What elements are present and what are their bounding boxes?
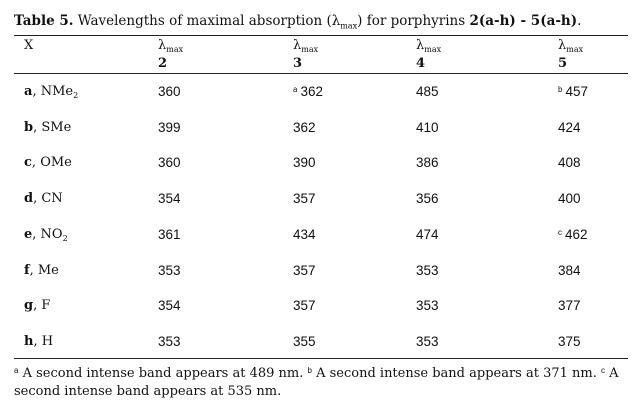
cell-value: [416, 334, 439, 349]
table-row: [0, 191, 642, 211]
row-label: [24, 227, 68, 242]
cell-value: [558, 155, 581, 170]
row-substituent: NO: [40, 226, 63, 242]
wavelength-value: 355: [293, 333, 316, 349]
wavelength-value: 410: [416, 119, 439, 135]
row-letter: d: [24, 191, 34, 207]
row-letter: f: [24, 262, 30, 278]
cell-value: [293, 263, 316, 278]
row-letter: h: [24, 333, 34, 349]
wavelength-value: 399: [158, 119, 181, 135]
cell-value: [558, 298, 581, 313]
cell-value: [416, 227, 439, 242]
wavelength-value: 356: [416, 191, 439, 207]
row-letter: g: [24, 298, 34, 314]
footnotes: [14, 362, 634, 401]
cell-value: [158, 263, 181, 278]
caption-text-after: ) for porphyrins: [357, 13, 470, 29]
header-lambda-sub: max: [566, 45, 584, 54]
top-rule: [14, 35, 628, 36]
row-substituent: H: [41, 333, 54, 349]
caption-label: Table 5.: [14, 13, 74, 29]
table-row: [0, 120, 642, 140]
table-row: [0, 334, 642, 354]
row-substituent: SMe: [41, 119, 72, 135]
wavelength-value: 384: [558, 262, 581, 278]
row-letter: a: [24, 84, 33, 99]
header-col-number: 4: [416, 56, 426, 71]
cell-value: [293, 227, 316, 242]
caption-lambda-sub: max: [340, 21, 358, 31]
wavelength-value: 361: [158, 226, 181, 242]
row-separator: ,: [29, 262, 38, 278]
cell-value: [158, 120, 181, 135]
cell-value: [558, 263, 581, 278]
wavelength-value: 354: [158, 298, 181, 314]
wavelength-value: 357: [293, 298, 316, 314]
row-label: [24, 84, 78, 99]
row-substituent-index: 2: [73, 91, 79, 100]
header-lambda: λ: [293, 38, 302, 53]
wavelength-value: 353: [416, 333, 439, 349]
wavelength-value: 424: [558, 119, 581, 135]
row-substituent: CN: [41, 191, 63, 207]
wavelength-value: 457: [565, 84, 588, 99]
wavelength-value: 362: [300, 84, 323, 99]
wavelength-value: 375: [558, 333, 581, 349]
footnote-text: A second intense band appears at 371 nm.: [311, 366, 601, 381]
row-separator: ,: [32, 226, 41, 242]
row-separator: ,: [33, 333, 42, 349]
table-row: [0, 263, 642, 283]
wavelength-value: 353: [416, 262, 439, 278]
wavelength-value: 400: [558, 191, 581, 207]
wavelength-value: 377: [558, 298, 581, 314]
footnote-mark: a: [14, 366, 19, 375]
row-label: [24, 263, 59, 278]
footnote-text: A second intense band appears at 489 nm.: [18, 366, 308, 381]
header-col-2: [158, 39, 183, 71]
header-col-number: 5: [558, 56, 568, 71]
footnote-mark: b: [558, 85, 563, 94]
table-row: [0, 227, 642, 247]
header-lambda: λ: [158, 38, 167, 53]
row-separator: ,: [33, 298, 42, 314]
cell-value: [158, 155, 181, 170]
row-label: [24, 298, 50, 313]
row-separator: ,: [31, 155, 41, 171]
header-col-4: [416, 39, 441, 71]
wavelength-value: 353: [416, 298, 439, 314]
wavelength-value: 360: [158, 155, 181, 171]
row-separator: ,: [32, 84, 41, 99]
table-row: [0, 84, 642, 104]
wavelength-value: 474: [416, 226, 439, 242]
row-substituent: OMe: [40, 155, 72, 171]
header-lambda-sub: max: [301, 45, 319, 54]
row-separator: ,: [33, 119, 42, 135]
cell-value: [558, 120, 581, 135]
header-col-5: [558, 39, 583, 71]
wavelength-value: 386: [416, 155, 439, 171]
cell-value: [558, 227, 588, 242]
row-letter: b: [24, 119, 34, 135]
header-col-number: 2: [158, 56, 168, 71]
cell-value: [416, 155, 439, 170]
footnote-mark: a: [293, 85, 298, 94]
wavelength-value: 390: [293, 155, 316, 171]
cell-value: [158, 227, 181, 242]
cell-value: [558, 334, 581, 349]
wavelength-value: 462: [565, 226, 588, 242]
caption-text: Wavelengths of maximal absorption (λ: [73, 13, 341, 29]
row-label: [24, 191, 63, 206]
footnote-mark: c: [601, 366, 605, 375]
cell-value: [558, 84, 588, 99]
header-col-number: 3: [293, 56, 303, 71]
cell-value: [416, 263, 439, 278]
header-col-3: [293, 39, 318, 71]
header-x: X: [24, 38, 34, 53]
row-substituent: NMe: [40, 84, 74, 99]
row-substituent-index: 2: [62, 233, 68, 243]
row-label: [24, 155, 72, 170]
row-substituent: F: [41, 298, 51, 314]
table-caption: [14, 13, 581, 31]
wavelength-value: 434: [293, 226, 316, 242]
cell-value: [158, 84, 181, 99]
row-label: [24, 120, 71, 135]
row-substituent: Me: [37, 262, 59, 278]
header-lambda-sub: max: [424, 45, 442, 54]
cell-value: [158, 298, 181, 313]
cell-value: [293, 155, 316, 170]
cell-value: [293, 298, 316, 313]
footnote-mark: b: [307, 366, 312, 375]
wavelength-value: 357: [293, 191, 316, 207]
cell-value: [416, 191, 439, 206]
cell-value: [293, 334, 316, 349]
footnote-text: A second intense band appears at 535 nm.: [14, 366, 619, 399]
cell-value: [558, 191, 581, 206]
wavelength-value: 408: [558, 155, 581, 171]
wavelength-value: 353: [158, 262, 181, 278]
row-separator: ,: [33, 191, 42, 207]
wavelength-value: 357: [293, 262, 316, 278]
header-rule: [14, 73, 628, 74]
wavelength-value: 362: [293, 119, 316, 135]
row-letter: e: [24, 226, 33, 242]
cell-value: [293, 120, 316, 135]
cell-value: [158, 334, 181, 349]
row-label: [24, 334, 53, 349]
header-lambda-sub: max: [166, 45, 184, 54]
table-row: [0, 298, 642, 318]
wavelength-value: 353: [158, 333, 181, 349]
cell-value: [158, 191, 181, 206]
cell-value: [293, 191, 316, 206]
table-row: [0, 155, 642, 175]
cell-value: [416, 84, 439, 99]
caption-range: 2(a-h) - 5(a-h): [469, 13, 578, 29]
cell-value: [416, 298, 439, 313]
wavelength-value: 354: [158, 191, 181, 207]
cell-value: [293, 84, 323, 99]
cell-value: [416, 120, 439, 135]
caption-end: .: [577, 13, 582, 29]
wavelength-value: 485: [416, 84, 439, 99]
row-letter: c: [24, 155, 32, 171]
bottom-rule: [14, 358, 628, 359]
header-lambda: λ: [416, 38, 425, 53]
wavelength-value: 360: [158, 84, 181, 99]
header-lambda: λ: [558, 38, 567, 53]
footnote-mark: c: [558, 227, 562, 237]
